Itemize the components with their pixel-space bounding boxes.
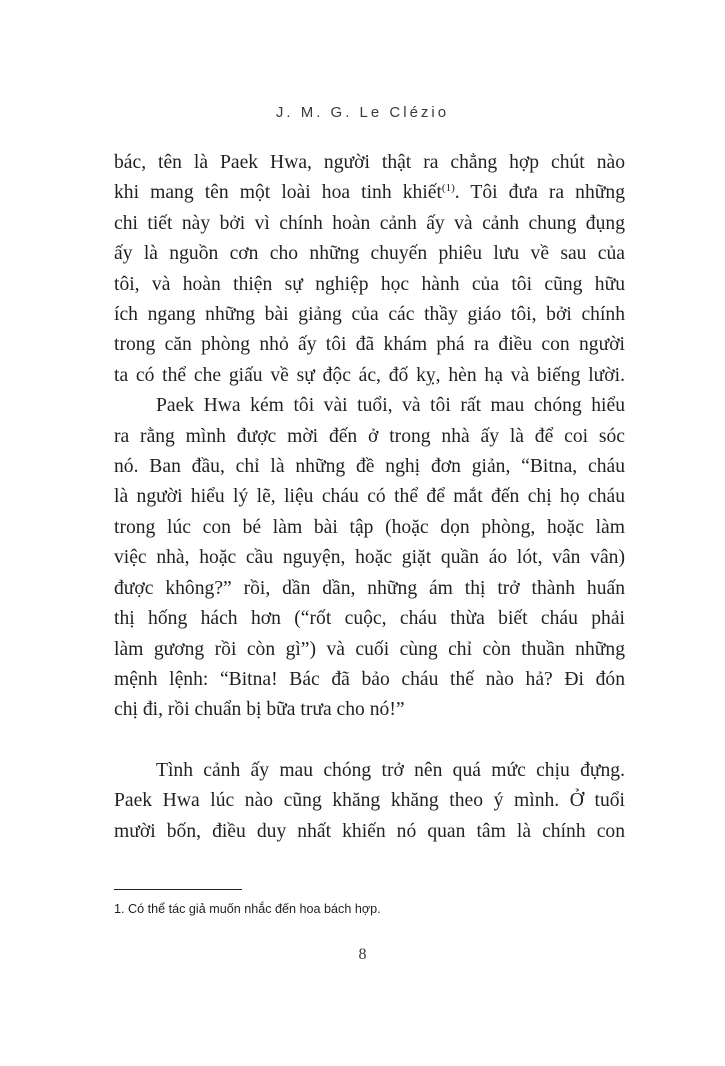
text-line: là người hiểu lý lẽ, liệu cháu có thể để mắt đến chị họ cháu xyxy=(114,486,625,508)
text-line: mệnh lệnh: “Bitna! Bác đã bảo cháu thế nào hả? Đi đón xyxy=(114,668,625,690)
text-line: tôi, và hoàn thiện sự nghiệp học hành của tôi cũng hữu xyxy=(114,273,625,295)
text-fragment: . Tôi đưa ra những xyxy=(454,182,625,204)
text-fragment: khi mang tên một loài hoa tinh khiết xyxy=(114,182,442,204)
text-line: Tình cảnh ấy mau chóng trở nên quá mức chịu đựng. xyxy=(156,759,625,781)
body-text xyxy=(114,148,625,847)
footnote-separator xyxy=(114,889,242,890)
text-line: Paek Hwa lúc nào cũng khăng khăng theo ý mình. Ở tuổi xyxy=(114,790,625,812)
page-number: 8 xyxy=(358,946,367,963)
text-line: ích ngang những bài giảng của các thầy giáo tôi, bởi chính xyxy=(114,304,625,326)
paragraph-2 xyxy=(114,391,625,725)
text-line: việc nhà, hoặc cầu nguyện, hoặc giặt quần áo lót, vân vân) xyxy=(114,547,625,569)
text-line: thị hống hách hơn (“rốt cuộc, cháu thừa biết cháu phải xyxy=(114,608,625,630)
text-line: Paek Hwa kém tôi vài tuổi, và tôi rất mau chóng hiểu xyxy=(156,395,625,417)
text-line: trong lúc con bé làm bài tập (hoặc dọn phòng, hoặc làm xyxy=(114,516,625,538)
text-line: mười bốn, điều duy nhất khiến nó quan tâm là chính con xyxy=(114,820,625,842)
running-head-author: J. M. G. Le Clézio xyxy=(275,104,450,121)
text-line: trong căn phòng nhỏ ấy tôi đã khám phá ra điều con người xyxy=(114,334,625,356)
footnote-reference: (1) xyxy=(441,182,455,195)
text-line: chi tiết này bởi vì chính hoàn cảnh ấy và cảnh chung đụng xyxy=(114,212,625,234)
text-line: ta có thể che giấu về sự độc ác, đố kỵ, hèn hạ và biếng lười. xyxy=(114,364,625,386)
footnote: 1. Có thể tác giả muốn nhắc đến hoa bách hợp. xyxy=(114,902,381,916)
text-line: ấy là nguồn cơn cho những chuyến phiêu lưu về sau của xyxy=(114,243,625,265)
text-line: ra rằng mình được mời đến ở trong nhà ấy là để coi sóc xyxy=(114,425,625,447)
text-line: bác, tên là Paek Hwa, người thật ra chẳng hợp chút nào xyxy=(114,152,625,173)
paragraph-1 xyxy=(114,148,625,391)
text-line xyxy=(114,178,625,208)
text-line: chị đi, rồi chuẩn bị bữa trưa cho nó!” xyxy=(114,699,405,721)
paragraph-3 xyxy=(114,756,625,847)
text-line: làm gương rồi còn gì”) và cuối cùng chỉ còn thuần những xyxy=(114,638,625,660)
text-line: được không?” rồi, dần dần, những ám thị trở thành huấn xyxy=(114,577,625,599)
text-line: nó. Ban đầu, chỉ là những đề nghị đơn giản, “Bitna, cháu xyxy=(114,456,625,478)
